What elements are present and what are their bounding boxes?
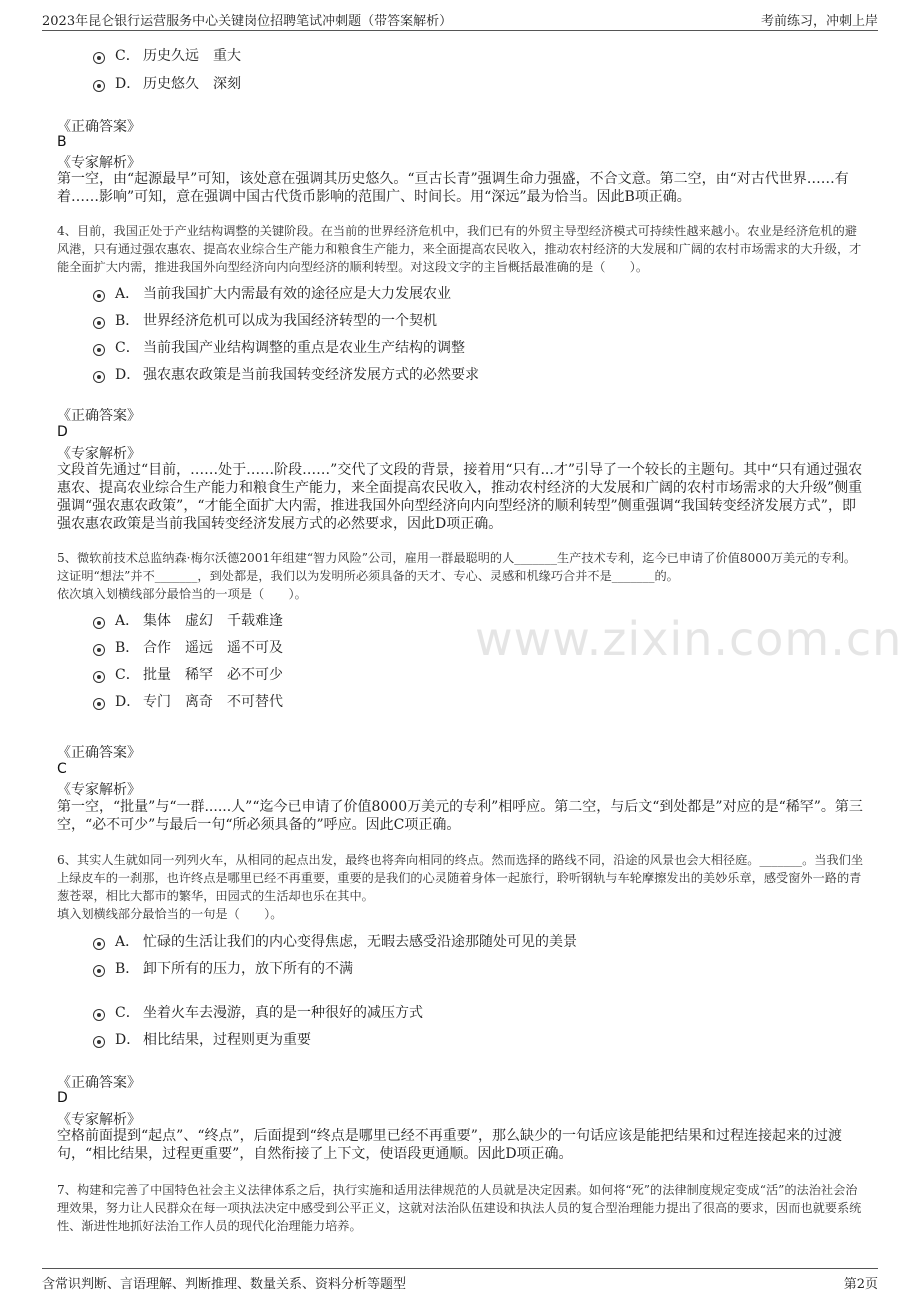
answer-label: 《正确答案》 (57, 119, 141, 135)
option-text: 当前我国产业结构调整的重点是农业生产结构的调整 (143, 340, 465, 356)
option-key: A． (115, 934, 140, 950)
q5-answer: C (57, 761, 67, 777)
option-text: 坐着火车去漫游，真的是一种很好的减压方式 (143, 1005, 423, 1021)
answer-label: 《正确答案》 (57, 408, 141, 424)
option-text: 世界经济危机可以成为我国经济转型的一个契机 (143, 313, 437, 329)
q4-analysis: 文段首先通过“目前，……处于……阶段……”交代了文段的背景，接着用“只有...才”引导了一个较长的主题句。其中“只有通过强农惠农、提高农业综合生产能力和粮食生产能力，来全面提高农民收入，推动农村经济的大发展和广阔的农村市场需求的大升级”侧重强调“强农惠农政策”，“才能全面扩大内需，推进我国外向型经济向内向型经济的顺利转型”侧重强调“我国转变经济发展方式”，即强农惠农政策是当前我国转变经济发展方式的必然要求，因此D项正确。 (57, 462, 863, 532)
option-text: 当前我国扩大内需最有效的途径应是大力发展农业 (143, 286, 451, 302)
option-text: 忙碌的生活让我们的内心变得焦虑，无暇去感受沿途那随处可见的美景 (143, 934, 577, 950)
radio-icon[interactable] (93, 938, 105, 950)
footer-topics: 含常识判断、言语理解、判断推理、数量关系、资料分析等题型 (42, 1277, 407, 1292)
option-key: C． (115, 1005, 140, 1021)
page-header (42, 0, 878, 31)
q4-answer: D (57, 424, 68, 440)
page-footer (42, 1268, 878, 1292)
option-text: 专门 离奇 不可替代 (143, 694, 283, 710)
radio-icon[interactable] (93, 371, 105, 383)
analysis-label: 《专家解析》 (57, 1112, 141, 1128)
radio-icon[interactable] (93, 317, 105, 329)
analysis-label: 《专家解析》 (57, 446, 141, 462)
q5-analysis: 第一空，“批量”与“一群......人”“迄今已申请了价值8000万美元的专利”相呼应。第二空，与后文“到处都是”对应的是“稀罕”。第三空，“必不可少”与最后一句“所必须具备的”呼应。因此C项正确。 (57, 799, 863, 833)
answer-label: 《正确答案》 (57, 1075, 141, 1091)
option-text: 集体 虚幻 千载难逢 (143, 613, 283, 629)
option-key: D． (115, 694, 141, 710)
option-text: 相比结果，过程则更为重要 (143, 1032, 311, 1048)
q6-stem: 6、其实人生就如同一列列火车，从相同的起点出发，最终也将奔向相同的终点。然而选择的路线不同，沿途的风景也会大相径庭。_______。当我们坐上绿皮车的一刹那，也许终点是哪里已经不再重要，重要的是我们的心灵随着身体一起旅行，聆听钢轨与车轮摩擦发出的美妙乐章，感受窗外一路的青葱苍翠，相比大都市的繁华，田园式的生活却也乐在其中。 填入划横线部分最恰当的一句是（ ）。 (57, 853, 864, 921)
radio-icon[interactable] (93, 344, 105, 356)
document-title: 2023年昆仑银行运营服务中心关键岗位招聘笔试冲刺题（带答案解析） (42, 14, 453, 29)
option-key: C． (115, 48, 140, 64)
radio-icon[interactable] (93, 698, 105, 710)
option-key: A． (115, 286, 140, 302)
radio-icon[interactable] (93, 52, 105, 64)
q4-stem: 4、目前，我国正处于产业结构调整的关键阶段。在当前的世界经济危机中，我们已有的外贸主导型经济模式可持续性越来越小。农业是经济危机的避风港，只有通过强农惠农、提高农业综合生产能力和粮食生产能力，来全面提高农民收入，推动农村经济的大发展和广阔的农村市场需求的大升级，才能全面扩大内需，推进我国外向型经济向内向型经济的顺利转型。对这段文字的主旨概括最准确的是（ ）。 (57, 224, 862, 274)
radio-icon[interactable] (93, 290, 105, 302)
option-text: 卸下所有的压力，放下所有的不满 (143, 961, 353, 977)
answer-label: 《正确答案》 (57, 745, 141, 761)
option-key: D． (115, 1032, 141, 1048)
header-slogan: 考前练习，冲刺上岸 (760, 14, 878, 29)
radio-icon[interactable] (93, 644, 105, 656)
option-text: 合作 遥远 遥不可及 (143, 640, 283, 656)
option-key: C． (115, 340, 140, 356)
radio-icon[interactable] (93, 965, 105, 977)
radio-icon[interactable] (93, 671, 105, 683)
option-key: B． (115, 313, 140, 329)
radio-icon[interactable] (93, 1036, 105, 1048)
option-text: 历史久远 重大 (143, 48, 241, 64)
q7-stem: 7、构建和完善了中国特色社会主义法律体系之后，执行实施和适用法律规范的人员就是决定因素。如何将“死”的法律制度规定变成“活”的法治社会治理效果，努力让人民群众在每一项执法决定中感受到公平正义，这就对法治队伍建设和执法人员的复合型治理能力提出了很高的要求，因而也就要系统性、渐进性地抓好法治工作人员的现代化治理能力培养。 (57, 1183, 862, 1233)
radio-icon[interactable] (93, 1009, 105, 1021)
option-key: D． (115, 76, 141, 92)
option-key: A． (115, 613, 140, 629)
option-text: 批量 稀罕 必不可少 (143, 667, 283, 683)
option-key: C． (115, 667, 140, 683)
analysis-label: 《专家解析》 (57, 782, 141, 798)
radio-icon[interactable] (93, 80, 105, 92)
option-text: 强农惠农政策是当前我国转变经济发展方式的必然要求 (143, 367, 479, 383)
option-text: 历史悠久 深刻 (143, 76, 241, 92)
q6-analysis: 空格前面提到“起点”、“终点”，后面提到“终点是哪里已经不再重要”，那么缺少的一句话应该是能把结果和过程连接起来的过渡句，“相比结果，过程更重要”，自然衔接了上下文，使语段更通顺。因此D项正确。 (57, 1128, 842, 1162)
watermark: www.zixin.com.cn (475, 612, 903, 666)
q6-answer: D (57, 1090, 68, 1106)
option-key: B． (115, 640, 140, 656)
page-number: 第2页 (843, 1277, 878, 1292)
analysis-label: 《专家解析》 (57, 155, 141, 171)
q3-answer: B (57, 134, 67, 150)
radio-icon[interactable] (93, 617, 105, 629)
option-key: B． (115, 961, 140, 977)
option-key: D． (115, 367, 141, 383)
q3-analysis: 第一空，由“起源最早”可知，该处意在强调其历史悠久。“亘古长青”强调生命力强盛，不合文意。第二空，由“对古代世界……有着……影响”可知，意在强调中国古代货币影响的范围广、时间长。用“深远”最为恰当。因此B项正确。 (57, 171, 849, 205)
q5-stem: 5、微软前技术总监纳森·梅尔沃德2001年组建“智力风险”公司，雇用一群最聪明的人_______生产技术专利，迄今已申请了价值8000万美元的专利。这证明“想法”并不_______，到处都是，我们以为发明所必须具备的天才、专心、灵感和机缘巧合并不是_______的。 依次填入划横线部分最恰当的一项是（ ）。 (57, 551, 857, 601)
